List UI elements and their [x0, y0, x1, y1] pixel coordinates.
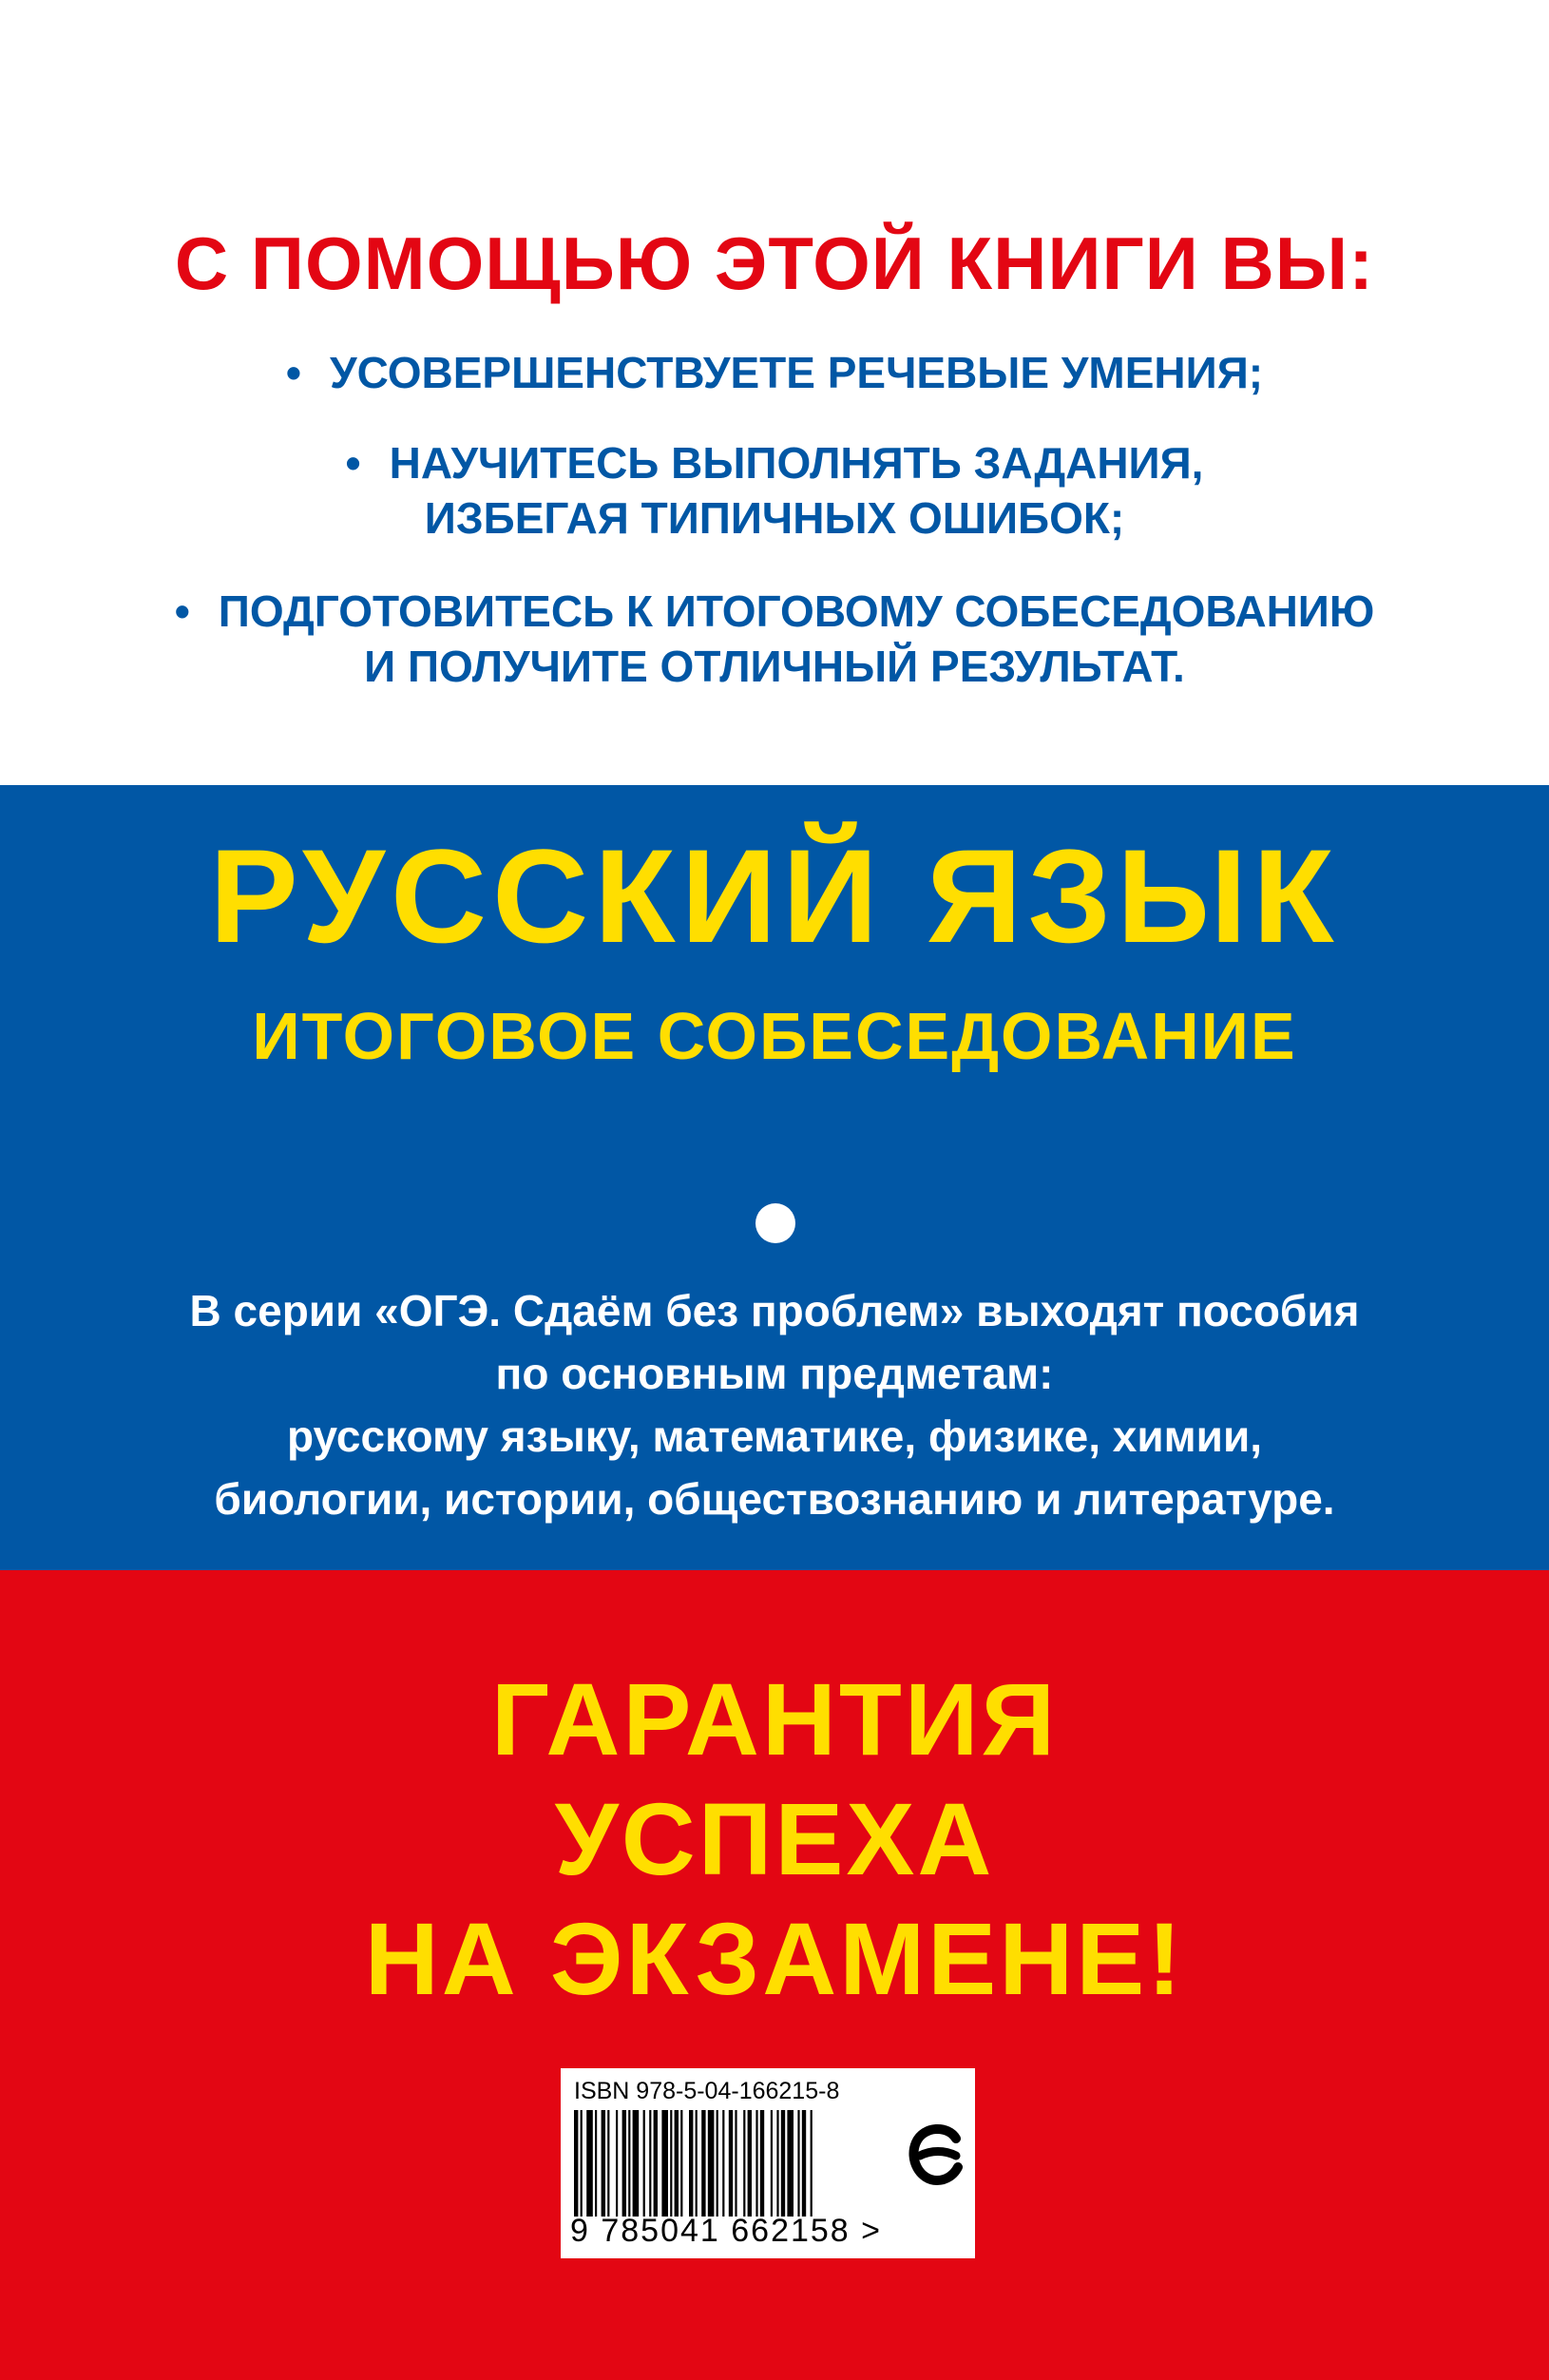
- series-line: биологии, истории, обществознанию и литературе.: [214, 1474, 1335, 1524]
- eksmo-e-logo-icon: [907, 2118, 966, 2194]
- benefit-line: И ПОЛУЧИТЕ ОТЛИЧНЫЙ РЕЗУЛЬТАТ.: [364, 642, 1185, 691]
- guarantee-slogan: [0, 1660, 1549, 2019]
- bullet-icon: •: [174, 586, 190, 636]
- barcode-panel: [561, 2068, 975, 2258]
- divider-dot-icon: [755, 1203, 795, 1243]
- benefit-line: НАУЧИТЕСЬ ВЫПОЛНЯТЬ ЗАДАНИЯ,: [389, 438, 1204, 488]
- barcode-digits: 9 785041 662158 >: [570, 2213, 883, 2249]
- isbn-label: ISBN 978-5-04-166215-8: [574, 2078, 840, 2104]
- benefit-item-1: [0, 345, 1549, 400]
- slogan-line: НА ЭКЗАМЕНЕ!: [364, 1901, 1185, 2016]
- benefits-heading: С ПОМОЩЬЮ ЭТОЙ КНИГИ ВЫ:: [174, 221, 1375, 305]
- book-subtitle: ИТОГОВОЕ СОБЕСЕДОВАНИЕ: [252, 999, 1297, 1073]
- book-title: РУССКИЙ ЯЗЫК: [209, 821, 1340, 970]
- series-line: по основным предметам:: [495, 1349, 1054, 1398]
- benefit-item-3: [0, 584, 1549, 694]
- series-line: В серии «ОГЭ. Сдаём без проблем» выходят пособия: [189, 1286, 1360, 1335]
- series-description: [0, 1279, 1549, 1530]
- bullet-icon: •: [345, 438, 361, 488]
- benefit-line: ПОДГОТОВИТЕСЬ К ИТОГОВОМУ СОБЕСЕДОВАНИЮ: [218, 586, 1375, 636]
- benefit-item-2: [0, 435, 1549, 546]
- benefit-line: ИЗБЕГАЯ ТИПИЧНЫХ ОШИБОК;: [424, 493, 1125, 543]
- barcode-icon: [574, 2110, 897, 2217]
- slogan-line: ГАРАНТИЯ: [490, 1661, 1059, 1776]
- bullet-icon: •: [285, 348, 302, 397]
- slogan-line: УСПЕХА: [554, 1781, 995, 1896]
- benefit-line: УСОВЕРШЕНСТВУЕТЕ РЕЧЕВЫЕ УМЕНИЯ;: [330, 348, 1264, 397]
- series-line: русскому языку, математике, физике, химии,: [286, 1411, 1263, 1461]
